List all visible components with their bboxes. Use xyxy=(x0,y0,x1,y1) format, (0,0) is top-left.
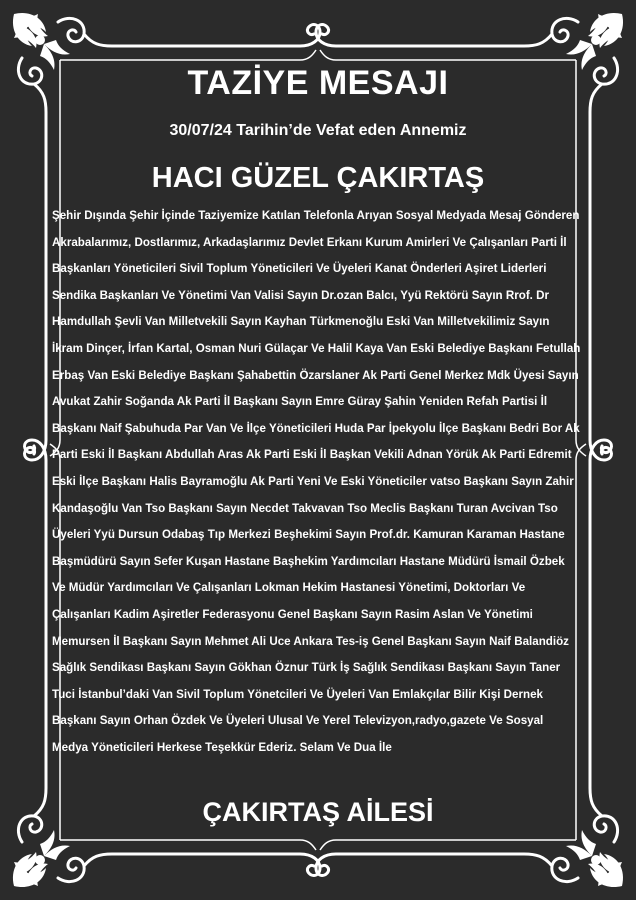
message-line: Sağlık Sendikası Başkanı Sayın Gökhan Öznur Türk İş Sağlık Sendikası Başkanı Sayın Taner xyxy=(52,661,561,675)
message-line: Başmüdürü Sayın Sefer Kuşan Hastane Başhekim Yardımcıları Hastane Müdürü İsmail Özbek xyxy=(52,554,565,568)
message-line: Akrabalarımız, Dostlarımız, Arkadaşlarımız Devlet Erkanı Kurum Amirleri Ve Çalışanları Parti İl xyxy=(52,235,567,249)
message-line: Kandaşoğlu Van Tso Başkanı Sayın Necdet Takvavan Tso Meclis Başkanı Turan Avcivan Tso xyxy=(52,501,558,515)
message-line: Memursen İl Başkanı Sayın Mehmet Ali Uce Ankara Tes-iş Genel Başkanı Sayın Naif Balandiöz xyxy=(52,634,569,648)
message-line: Eski İlçe Başkanı Halis Bayramoğlu Ak Parti Yeni Ve Eski Yöneticiler vatso Başkanı Sayın Zahir xyxy=(52,474,574,488)
message-line: Sendika Başkanları Ve Yönetimi Van Valisi Sayın Dr.ozan Balcı, Yyü Rektörü Sayın Rrof. Dr xyxy=(52,288,550,302)
family-signature: ÇAKIRTAŞ AİLESİ xyxy=(202,797,434,827)
message-line: Ve Müdür Yardımcıları Ve Çalışanları Lokman Hekim Hastanesi Yönetimi, Doktorları Ve xyxy=(52,581,526,595)
message-line: Erbaş Van Eski Belediye Başkanı Şahabettin Özarslaner Ak Parti Genel Merkez Mdk Üyesi Sayın xyxy=(52,368,579,382)
message-line: Başkanı Sayın Orhan Özdek Ve Üyeleri Ulusal Ve Yerel Televizyon,radyo,gazete Ve Sosyal xyxy=(52,714,544,728)
thank-you-message xyxy=(52,203,586,761)
page-title: TAZİYE MESAJI xyxy=(187,64,449,102)
message-line: Üyeleri Yyü Dursun Odabaş Tıp Merkezi Beşhekimi Sayın Prof.dr. Kamuran Karaman Hastane xyxy=(52,528,565,542)
message-line: Çalışanları Kadim Aşiretler Federasyonu Genel Başkanı Sayın Rasim Aslan Ve Yönetimi xyxy=(52,607,533,621)
message-line: Başkanı Naif Şabuhuda Par Van Ve İlçe Yöneticileri Huda Par İpekyolu İlçe Başkanı Bedri Bor Ak xyxy=(52,421,580,435)
message-line: Medya Yöneticileri Herkese Teşekkür Ederiz. Selam Ve Dua İle xyxy=(52,740,392,754)
message-line: Parti Eski İl Başkanı Abdullah Aras Ak Parti Eski İl Başkan Vekili Adnan Yörük Ak Parti Edremit xyxy=(52,448,572,462)
deceased-name: HACI GÜZEL ÇAKIRTAŞ xyxy=(151,162,485,194)
message-line: İkram Dinçer, İrfan Kartal, Osman Nuri Gülaçar Ve Halil Kaya Van Eski Belediye Başkanı Fetullah xyxy=(52,341,581,355)
message-line: Avukat Zahir Soğanda Ak Parti İl Başkanı Sayın Emre Güray Şahin Yeniden Refah Partisi İl xyxy=(52,395,548,409)
date-subtitle: 30/07/24 Tarihin’de Vefat eden Annemiz xyxy=(169,122,467,139)
message-line: Şehir Dışında Şehir İçinde Taziyemize Katılan Telefonla Arıyan Sosyal Medyada Mesaj Gönderen xyxy=(52,209,580,222)
message-line: Hamdullah Şevli Van Milletvekili Sayın Kayhan Türkmenoğlu Eski Van Milletvekilimiz Sayın xyxy=(52,315,550,329)
message-line: Başkanları Yöneticileri Sivil Toplum Yöneticileri Ve Üyeleri Kanat Önderleri Aşiret Liderleri xyxy=(52,262,547,276)
message-line: Tuci İstanbul’daki Van Sivil Toplum Yönetcileri Ve Üyeleri Van Emlakçılar Bilir Kişi Dernek xyxy=(52,687,543,701)
